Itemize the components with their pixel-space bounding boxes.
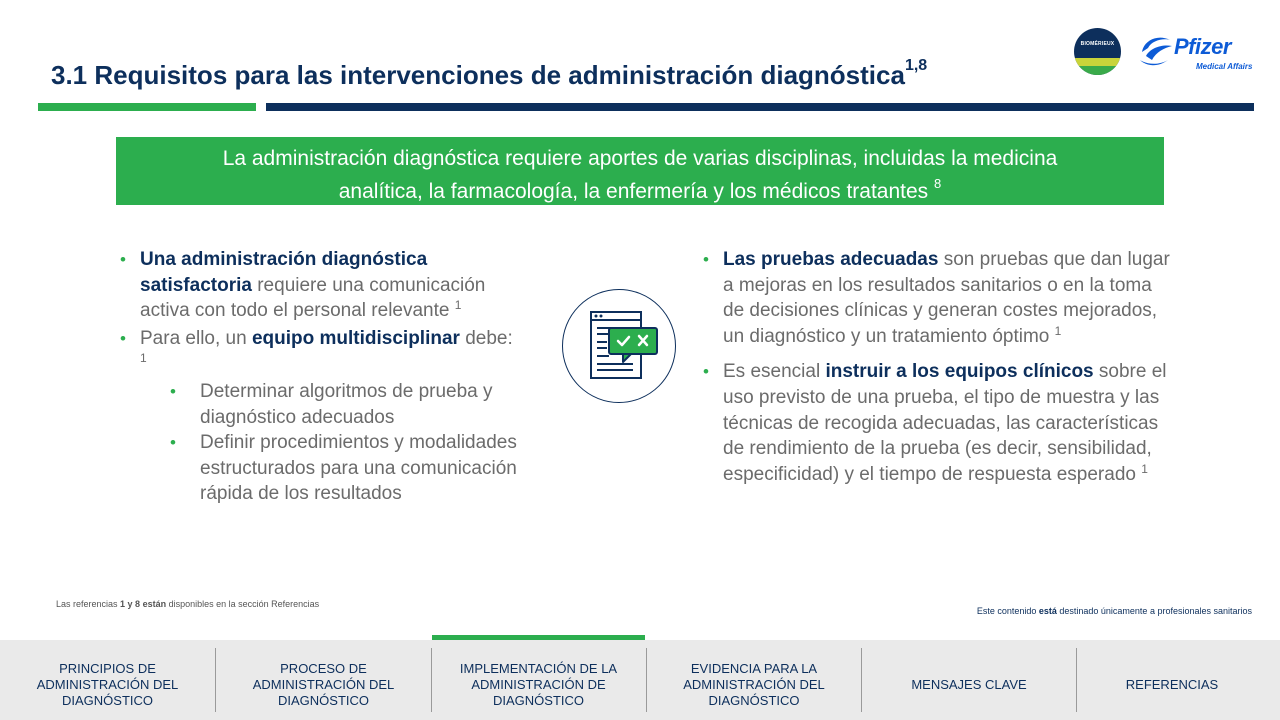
bullet-bold: Una administración diagnóstica satisfactoria: [140, 249, 428, 296]
banner-line-1: La administración diagnóstica requiere aportes de varias disciplinas, incluidas la medicina: [222, 147, 1058, 170]
page-title: [51, 57, 928, 91]
bullet-reference: 1: [1054, 323, 1062, 338]
pfizer-subtitle: Medical Affairs: [1196, 62, 1253, 71]
nav-tab-label-line: MENSAJES CLAVE: [911, 677, 1027, 692]
references-note-text: Las referencias: [56, 599, 121, 609]
bullet-dot-icon: •: [120, 328, 126, 348]
list-item: [703, 247, 1173, 351]
bullet-text: debe:: [459, 327, 513, 349]
bullet-reference: 1: [454, 298, 462, 313]
pfizer-logo: [1136, 28, 1256, 78]
document-checklist-icon: [562, 289, 676, 403]
bullet-text: Es esencial: [723, 361, 826, 383]
sub-bullet-text: Definir procedimientos y modalidades estructurados para una comunicación rápida de los resultados: [200, 432, 517, 505]
bullet-bold: Las pruebas adecuadas: [723, 249, 939, 270]
nav-tab-label-line: DIAGNÓSTICO: [492, 693, 584, 708]
list-item: [703, 359, 1173, 489]
document-checklist-icon-graphic: [563, 290, 677, 404]
nav-tab-label-line: ADMINISTRACIÓN DE: [471, 677, 606, 692]
title-reference: 1,8: [904, 57, 928, 75]
bullet-spacer: [703, 351, 1173, 359]
bullet-dot-icon: •: [170, 381, 176, 401]
right-column: [703, 247, 1173, 489]
nav-tab-label-line: DIAGNÓSTICO: [708, 693, 800, 708]
references-note-text: disponibles en la sección Referencias: [166, 599, 320, 609]
nav-tab-principios[interactable]: [0, 640, 215, 720]
sub-list-item: [120, 379, 520, 430]
nav-tab-proceso[interactable]: [216, 640, 431, 720]
nav-tab-referencias[interactable]: [1077, 640, 1267, 720]
list-item: [120, 326, 520, 379]
banner-line-2-text: analítica, la farmacología, la enfermería y los médicos tratantes: [338, 180, 929, 203]
nav-tab-label: [1126, 677, 1218, 693]
title-underline-green: [38, 103, 256, 111]
bullet-dot-icon: •: [170, 433, 176, 453]
nav-tab-label-line: ADMINISTRACIÓN DEL: [36, 677, 179, 692]
list-item: [120, 247, 520, 326]
banner-line-2: [116, 172, 1164, 205]
nav-tab-label-line: DIAGNÓSTICO: [277, 693, 369, 708]
nav-tab-label-line: ADMINISTRACIÓN DEL: [683, 677, 825, 692]
bullet-text: Para ello, un: [140, 327, 252, 349]
bullet-bold: instruir a los equipos clínicos: [825, 361, 1094, 383]
biomerieux-logo-yellow-band: [1074, 58, 1121, 66]
page-title-text: 3.1 Requisitos para las intervenciones de administración diagnóstica: [51, 60, 905, 90]
bottom-navigation: [0, 640, 1280, 720]
nav-tab-label-line: IMPLEMENTACIÓN DE LA: [459, 661, 618, 676]
biomerieux-logo-green-band: [1074, 66, 1121, 75]
nav-tab-label: [37, 661, 179, 709]
bullet-reference: 1: [1141, 461, 1148, 476]
bullet-bold: equipo multidisciplinar: [251, 327, 460, 349]
biomerieux-logo-text: BIOMÉRIEUX: [1080, 41, 1115, 47]
nav-tab-label: [911, 677, 1026, 693]
sub-bullet-text: Determinar algoritmos de prueba y diagnóstico adecuados: [200, 380, 493, 428]
nav-tab-label-line: PROCESO DE: [280, 661, 367, 676]
nav-tab-implementacion[interactable]: [432, 640, 645, 720]
pfizer-wordmark: Pfizer: [1174, 34, 1231, 59]
hcp-disclaimer-text: destinado únicamente a profesionales sanitarios: [1056, 606, 1252, 616]
hcp-disclaimer-text: Este contenido: [976, 606, 1039, 616]
left-column: [120, 247, 520, 507]
bullet-dot-icon: •: [120, 250, 126, 269]
bullet-text: son pruebas que dan lugar a mejoras en los resultados sanitarios o en la toma de decisiones clínicas y generan costes mejorados, un diagnóstico y un tratamiento óptimo: [723, 249, 1170, 347]
banner-reference: 8: [934, 176, 942, 191]
nav-tab-label: [460, 661, 617, 709]
nav-tab-label-line: EVIDENCIA PARA LA: [690, 661, 818, 676]
bullet-dot-icon: •: [703, 362, 709, 382]
references-note: [56, 599, 319, 609]
references-note-bold: 1 y 8 están: [120, 599, 167, 609]
nav-tab-label: [683, 661, 825, 709]
sub-list-item: [120, 430, 520, 507]
nav-tab-label-line: DIAGNÓSTICO: [61, 693, 153, 708]
nav-tab-label-line: ADMINISTRACIÓN DEL: [252, 677, 395, 692]
bullet-reference: 1: [140, 351, 147, 366]
biomerieux-logo: [1074, 28, 1121, 75]
hcp-disclaimer-bold: está: [1038, 606, 1057, 616]
bullet-dot-icon: •: [703, 250, 709, 269]
nav-tab-label: [253, 661, 395, 709]
pfizer-mark-icon: [1136, 30, 1176, 70]
bullet-text: requiere una comunicación activa con todo el personal relevante: [140, 274, 486, 322]
title-underline-navy: [266, 103, 1254, 111]
nav-tab-label-line: REFERENCIAS: [1125, 677, 1219, 692]
nav-tab-evidencia[interactable]: [647, 640, 861, 720]
bullet-text: sobre el uso previsto de una prueba, el tipo de muestra y las técnicas de recogida adecuadas, las características de rendimiento de la prueba (es decir, sensibilidad, especificidad) y el tiempo de respuesta esperado: [723, 361, 1167, 485]
key-statement-banner: [116, 137, 1164, 205]
nav-tab-mensajes-clave[interactable]: [862, 640, 1076, 720]
hcp-disclaimer: [977, 606, 1252, 616]
nav-tab-label-line: PRINCIPIOS DE: [59, 661, 156, 676]
